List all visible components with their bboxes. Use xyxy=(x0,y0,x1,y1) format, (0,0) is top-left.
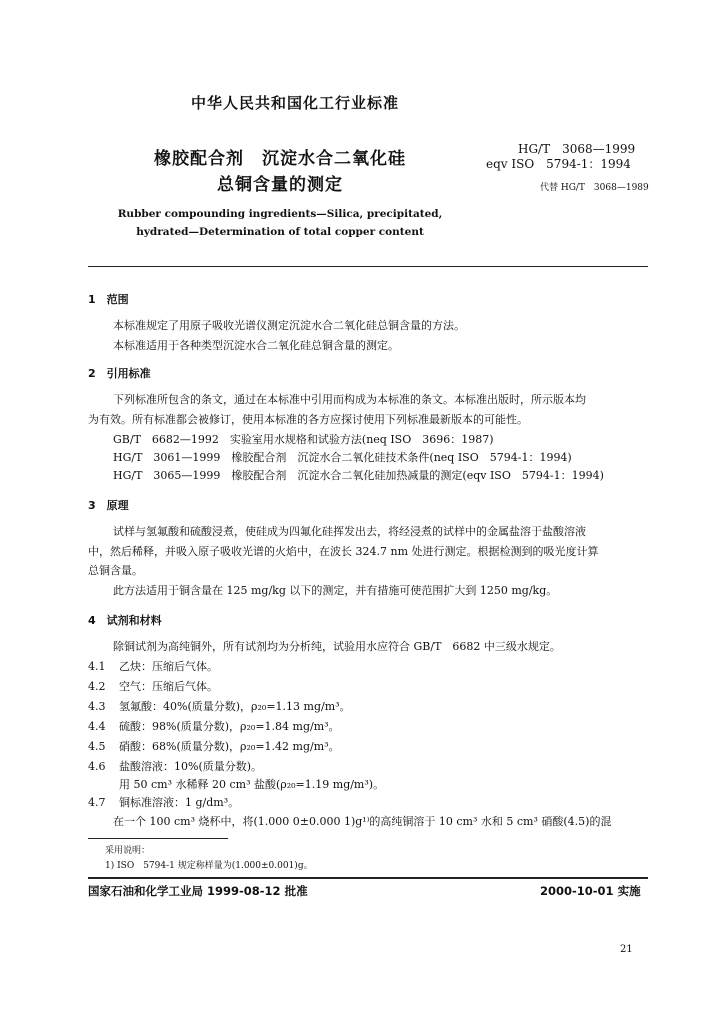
paragraph-line: 试样与氢氟酸和硫酸浸煮，使硅成为四氟化硅挥发出去，将经浸煮的试样中的金属盐溶于盐酸溶液 xyxy=(113,525,586,538)
paragraph-line: 下列标准所包含的条文，通过在本标准中引用而构成为本标准的条文。本标准出版时，所示版本均 xyxy=(113,393,586,406)
item-text: 乙炔：压缩后气体。 xyxy=(119,660,218,673)
item-number: 4.6 xyxy=(88,760,106,773)
section-2-heading: 2 引用标准 xyxy=(88,367,151,380)
item-number: 4.1 xyxy=(88,660,106,673)
item-text: 在一个 100 cm³ 烧杯中，将(1.000 0±0.000 1)g¹⁾的高纯铜溶于 10 cm³ 水和 5 cm³ 硝酸(4.5)的混 xyxy=(113,815,612,828)
item-number: 4.7 xyxy=(88,796,106,809)
approval-line: 国家石油和化学工业局 1999-08-12 批准 xyxy=(88,884,308,898)
item-number: 4.2 xyxy=(88,680,106,693)
title-zh-line1: 橡胶配合剂 沉淀水合二氧化硅 xyxy=(154,149,406,169)
item-text: 空气：压缩后气体。 xyxy=(119,680,218,693)
title-en-line1: Rubber compounding ingredients—Silica, precipitated, xyxy=(117,208,443,220)
replaces-standard: 代替 HG/T 3068—1989 xyxy=(540,183,649,193)
paragraph-line: 为有效。所有标准都会被修订，使用本标准的各方应探讨使用下列标准最新版本的可能性。 xyxy=(88,413,528,426)
item-number: 4.5 xyxy=(88,740,106,753)
equivalent-standard: eqv ISO 5794-1：1994 xyxy=(486,157,631,171)
reference-item: HG/T 3065—1999 橡胶配合剂 沉淀水合二氧化硅加热减量的测定(eqv ISO 5794-1：1994) xyxy=(113,469,604,482)
footnote-text: 1) ISO 5794-1 规定称样量为(1.000±0.001)g。 xyxy=(105,861,313,871)
item-text: 氢氟酸：40%(质量分数)，ρ₂₀=1.13 mg/m³。 xyxy=(119,700,351,713)
item-number: 4.3 xyxy=(88,700,106,713)
title-zh-line2: 总铜含量的测定 xyxy=(217,175,343,195)
paragraph-line: 此方法适用于铜含量在 125 mg/kg 以下的测定，并有措施可使范围扩大到 1250 mg/kg。 xyxy=(113,584,558,597)
reference-item: GB/T 6682—1992 实验室用水规格和试验方法(neq ISO 3696：1987) xyxy=(113,433,494,446)
standard-category-title: 中华人民共和国化工行业标准 xyxy=(190,94,399,112)
standard-code: HG/T 3068—1999 xyxy=(518,142,636,156)
title-en-line2: hydrated—Determination of total copper content xyxy=(136,226,424,238)
paragraph-line: 中，然后稀释，并吸入原子吸收光谱的火焰中，在波长 324.7 nm 处进行测定。根据检测到的吸光度计算 xyxy=(88,545,599,558)
paragraph-line: 除铜试剂为高纯铜外，所有试剂均为分析纯，试验用水应符合 GB/T 6682 中三级水规定。 xyxy=(113,640,561,653)
item-text: 铜标准溶液：1 g/dm³。 xyxy=(119,796,240,809)
footnote-label: 采用说明： xyxy=(105,846,151,856)
section-3-heading: 3 原理 xyxy=(88,499,129,512)
item-text: 硫酸：98%(质量分数)，ρ₂₀=1.84 mg/m³。 xyxy=(119,720,340,733)
header-divider xyxy=(88,266,648,267)
paragraph-line: 本标准适用于各种类型沉淀水合二氧化硅总铜含量的测定。 xyxy=(113,339,399,352)
paragraph-line: 总铜含量。 xyxy=(88,564,143,577)
section-4-heading: 4 试剂和材料 xyxy=(88,614,162,627)
item-text: 用 50 cm³ 水稀释 20 cm³ 盐酸(ρ₂₀=1.19 mg/m³)。 xyxy=(119,778,385,791)
implementation-date: 2000-10-01 实施 xyxy=(540,884,641,898)
item-number: 4.4 xyxy=(88,720,106,733)
item-text: 盐酸溶液：10%(质量分数)。 xyxy=(119,760,263,773)
item-text: 硝酸：68%(质量分数)，ρ₂₀=1.42 mg/m³。 xyxy=(119,740,340,753)
footer-divider xyxy=(88,877,648,879)
footnote-divider xyxy=(88,838,228,839)
reference-item: HG/T 3061—1999 橡胶配合剂 沉淀水合二氧化硅技术条件(neq ISO 5794-1：1994) xyxy=(113,451,572,464)
page-number: 21 xyxy=(620,944,633,955)
paragraph-line: 本标准规定了用原子吸收光谱仪测定沉淀水合二氧化硅总铜含量的方法。 xyxy=(113,319,465,332)
section-1-heading: 1 范围 xyxy=(88,293,129,306)
